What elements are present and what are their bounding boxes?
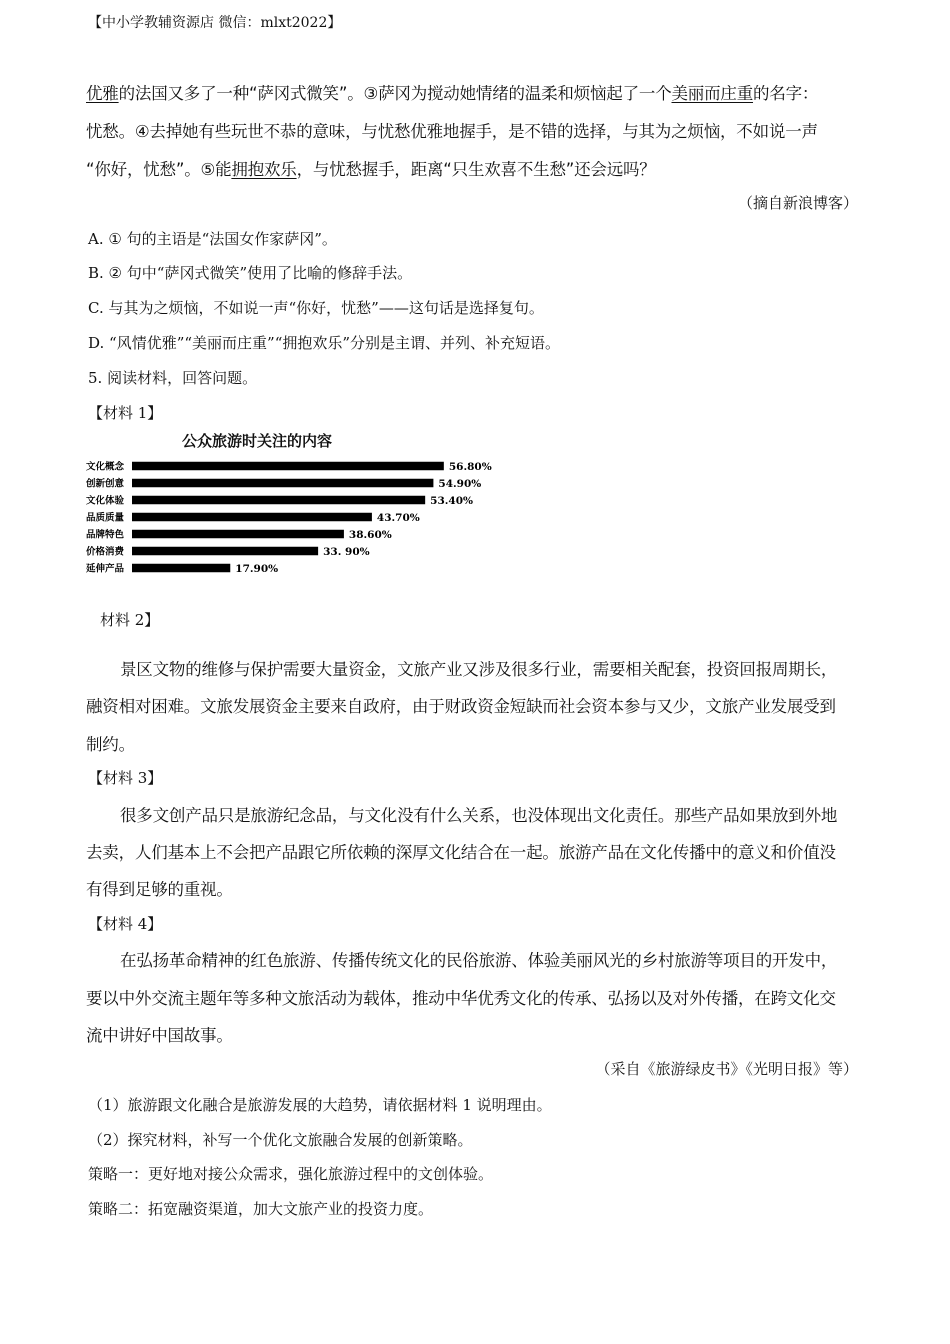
passage-line-2: 忧愁。④去掉她有些玩世不恭的意味，与忧愁优雅地握手，是不错的选择，与其为之烦恼，不如说一声 [86, 122, 818, 141]
material-2-line: 融资相对困难。文旅发展资金主要来自政府，由于财政资金短缺而社会资本参与又少，文旅产业发展受到 [86, 697, 836, 716]
material-4-line: 要以中外交流主题年等多种文旅活动为载体，推动中华优秀文化的传承、弘扬以及对外传播，在跨文化交 [86, 989, 836, 1008]
passage-text: 的法国又多了一种“萨冈式微笑”。③萨冈为搅动她情绪的温柔和烦恼起了一个 [118, 84, 672, 103]
bar [132, 462, 444, 471]
bar [132, 513, 372, 522]
passage-line-3 [86, 156, 656, 180]
option-a: A. ① 句的主语是“法国女作家萨冈”。 [88, 230, 337, 248]
value-label: 33. 90% [323, 546, 370, 558]
bar [132, 479, 433, 488]
material-4-line: 在弘扬革命精神的红色旅游、传播传统文化的民俗旅游、体验美丽风光的乡村旅游等项目的开发中， [120, 951, 838, 970]
sub-question-2: （2）探究材料，补写一个优化文旅融合发展的创新策略。 [88, 1131, 473, 1149]
question-5: 5. 阅读材料，回答问题。 [88, 369, 258, 387]
material-3-line: 有得到足够的重视。 [86, 880, 233, 899]
category-label: 品牌特色 [86, 529, 125, 541]
bar [132, 564, 230, 573]
option-c: C. 与其为之烦恼，不如说一声“你好，忧愁”——这句话是选择复句。 [88, 299, 544, 317]
strategy-1: 策略一：更好地对接公众需求，强化旅游过程中的文创体验。 [88, 1165, 494, 1183]
material-3-label: 【材料 3】 [88, 769, 163, 787]
sub-question-1: （1）旅游跟文化融合是旅游发展的大趋势，请依据材料 1 说明理由。 [88, 1096, 552, 1114]
material-4-label: 【材料 4】 [88, 915, 163, 933]
category-label: 创新创意 [86, 478, 125, 490]
underlined-phrase: 美丽而庄重 [671, 84, 754, 103]
material-3-line: 很多文创产品只是旅游纪念品，与文化没有什么关系，也没体现出文化责任。那些产品如果放到外地 [120, 806, 838, 825]
underlined-phrase: 优雅 [86, 84, 119, 103]
bar [132, 530, 344, 539]
chart-title: 公众旅游时关注的内容 [182, 432, 333, 450]
passage-text: ，与忧愁握手，距离“只生欢喜不生愁”还会远吗？ [296, 160, 656, 179]
option-b: B. ② 句中“萨冈式微笑”使用了比喻的修辞手法。 [88, 264, 413, 282]
bar [132, 496, 425, 505]
value-label: 43.70% [376, 512, 420, 524]
passage-text: “你好，忧愁”。⑤能 [86, 160, 232, 179]
material-2-line: 景区文物的维修与保护需要大量资金，文旅产业又涉及很多行业，需要相关配套，投资回报周期长， [120, 660, 838, 679]
value-label: 56.80% [448, 461, 492, 473]
category-label: 品质质量 [86, 512, 125, 524]
strategy-2: 策略二：拓宽融资渠道，加大文旅产业的投资力度。 [88, 1200, 434, 1218]
value-label: 53.40% [430, 495, 474, 507]
source-citation: （摘自新浪博客） [737, 194, 858, 212]
category-label: 文化体验 [86, 495, 125, 507]
underlined-phrase: 拥抱欢乐 [231, 160, 297, 179]
material-2-label: 材料 2】 [100, 611, 160, 629]
material-4-line: 流中讲好中国故事。 [86, 1026, 233, 1045]
category-label: 价格消费 [86, 546, 125, 558]
value-label: 17.90% [235, 563, 279, 575]
category-label: 延伸产品 [86, 563, 125, 575]
bar [132, 547, 318, 556]
value-label: 38.60% [348, 529, 392, 541]
passage-text: 的名字： [753, 84, 819, 103]
category-label: 文化概念 [86, 461, 125, 473]
source-citation: （采自《旅游绿皮书》《光明日报》等） [595, 1060, 858, 1078]
page-header: 【中小学教辅资源店 微信：mlxt2022】 [88, 15, 342, 31]
option-d: D. “风情优雅”“美丽而庄重”“拥抱欢乐”分别是主谓、并列、补充短语。 [88, 334, 561, 352]
passage-line-1 [86, 80, 818, 104]
bar-chart [84, 456, 524, 580]
value-label: 54.90% [438, 478, 482, 490]
material-1-label: 【材料 1】 [88, 404, 163, 422]
material-2-line: 制约。 [86, 735, 135, 754]
material-3-line: 去卖，人们基本上不会把产品跟它所依赖的深厚文化结合在一起。旅游产品在文化传播中的意义和价值没 [86, 843, 836, 862]
